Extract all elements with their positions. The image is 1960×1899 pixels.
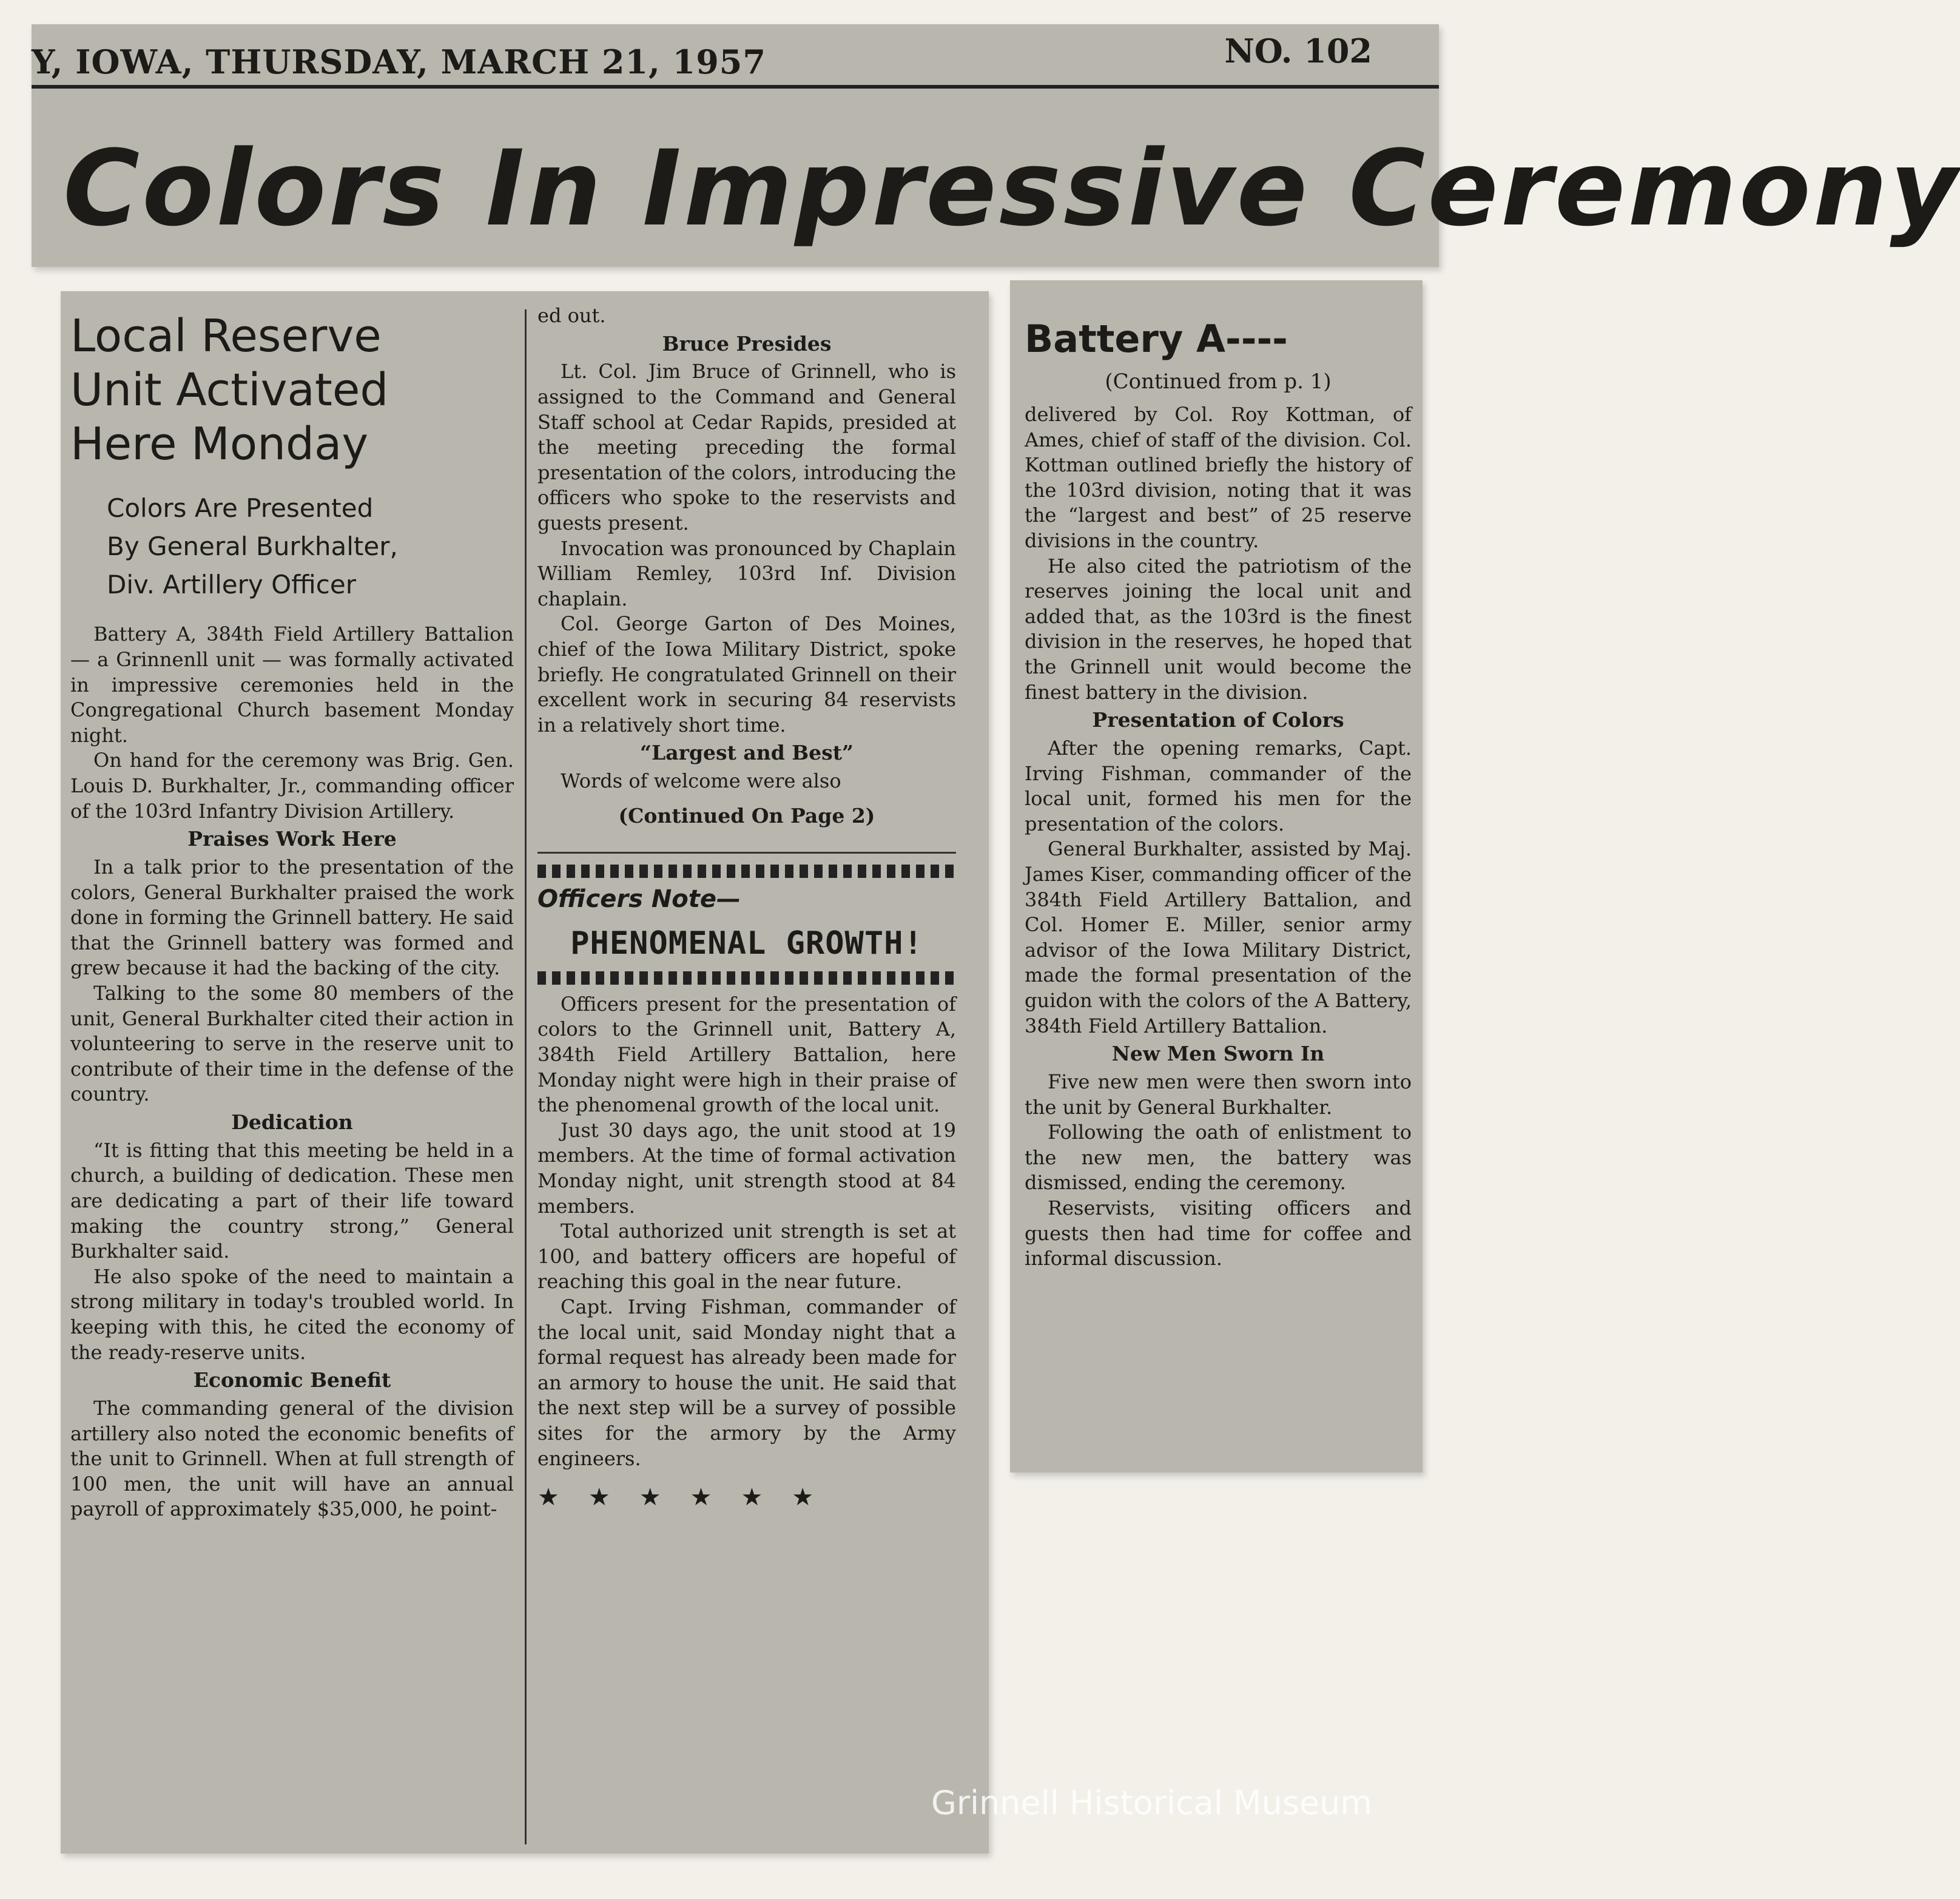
subheading: “Largest and Best”	[640, 741, 854, 765]
box-kicker: Officers Note—	[537, 885, 741, 913]
continuation-clipping	[1010, 280, 1423, 1472]
box-paragraph: Just 30 days ago, the unit stood at 19 members. At the time of formal activation Monday night, unit strength stood at 84 members.	[537, 1118, 956, 1218]
deck-line-1: Colors Are Presented	[107, 493, 374, 524]
column-rule	[537, 852, 956, 854]
box-paragraph: Officers present for the presentation of colors to the Grinnell unit, Battery A, 384th Field Artillery Battalion, here Monday night were high in their praise of the phenomenal growth of the local unit.	[537, 992, 956, 1117]
paragraph: In a talk prior to the presentation of the colors, General Burkhalter praised the work done in forming the Grinnell battery. He said that the Grinnell battery was formed and grew because it had the backing of the city.	[70, 855, 514, 980]
paragraph: Battery A, 384th Field Artillery Battalion — a Grinnenll unit — was formally activated in impressive ceremonies held in the Congregational Church basement Monday night.	[70, 622, 514, 747]
decorative-bar-bottom	[537, 971, 956, 985]
paragraph: ed out.	[537, 304, 606, 327]
column-2-body	[537, 303, 956, 794]
subheading: Bruce Presides	[662, 331, 832, 356]
subheading: New Men Sworn In	[1111, 1042, 1325, 1066]
box-body	[537, 992, 956, 1471]
continued-from-notice: (Continued from p. 1)	[1105, 369, 1332, 394]
deck-line-3: Div. Artillery Officer	[107, 570, 356, 600]
paragraph: delivered by Col. Roy Kottman, of Ames, chief of staff of the division. Col. Kottman outlined briefly the history of the 103rd division, noting that it was the “largest and best” of 25 reserve divisions in the country.	[1025, 403, 1412, 552]
headline-line-3: Here Monday	[70, 417, 369, 470]
paragraph: “It is fitting that this meeting be held in a church, a building of dedication. These men are dedicating a part of their life toward making the country strong,” General Burkhalter said.	[70, 1138, 514, 1263]
star-divider: ★★★★★★	[537, 1483, 843, 1512]
subheading: Dedication	[231, 1110, 353, 1134]
paragraph: He also cited the patriotism of the reserves joining the local unit and added that, as the 103rd is the finest division in the reserves, he hoped that the Grinnell unit would become the finest battery in the division.	[1025, 554, 1412, 704]
paragraph: Reservists, visiting officers and guests then had time for coffee and informal discussion.	[1025, 1196, 1412, 1270]
officers-note-box	[537, 865, 956, 1511]
masthead-clipping	[32, 24, 1960, 267]
article-column-2	[537, 303, 956, 1511]
paragraph: After the opening remarks, Capt. Irving Fishman, commander of the local unit, formed his men for the presentation of the colors.	[1025, 737, 1412, 835]
column-1-body	[70, 622, 514, 1522]
dateline-rule	[32, 85, 1439, 89]
paragraph: He also spoke of the need to maintain a strong military in today's troubled world. In keeping with this, he cited the economy of the ready-reserve units.	[70, 1264, 514, 1364]
article-headline	[70, 309, 514, 471]
subheading: Economic Benefit	[193, 1368, 391, 1392]
continuation-headline: Battery A----	[1025, 317, 1288, 361]
paragraph: On hand for the ceremony was Brig. Gen. Louis D. Burkhalter, Jr., commanding officer of the 103rd Infantry Division Artillery.	[70, 749, 514, 823]
subheading: Praises Work Here	[187, 827, 397, 851]
subheading: Presentation of Colors	[1092, 708, 1344, 732]
article-column-1	[70, 309, 527, 1844]
paragraph: Col. George Garton of Des Moines, chief of the Iowa Military District, spoke briefly. He congratulated Grinnell on their excellent work in securing 84 reservists in a relatively short time.	[537, 612, 956, 737]
box-paragraph: Total authorized unit strength is set at 100, and battery officers are hopeful of reaching this goal in the near future.	[537, 1219, 956, 1294]
article-deck	[107, 489, 514, 604]
paragraph: Five new men were then sworn into the unit by General Burkhalter.	[1025, 1070, 1412, 1119]
continued-notice: (Continued On Page 2)	[618, 803, 875, 828]
continuation-body	[1025, 402, 1412, 1272]
headline-line-1: Local Reserve	[70, 310, 382, 362]
box-headline: PHENOMENAL GROWTH!	[570, 925, 923, 962]
headline-line-2: Unit Activated	[70, 363, 389, 416]
museum-watermark: Grinnell Historical Museum	[931, 1784, 1372, 1822]
banner-headline: Colors In Impressive Ceremony	[63, 127, 1960, 249]
paragraph: Words of welcome were also	[561, 769, 841, 793]
paragraph: Following the oath of enlistment to the new men, the battery was dismissed, ending the ceremony.	[1025, 1121, 1412, 1195]
paragraph: Lt. Col. Jim Bruce of Grinnell, who is assigned to the Command and General Staff school at Cedar Rapids, presided at the meeting preceding the formal presentation of the colors, introducing the officers who spoke to the reservists and guests present.	[537, 360, 956, 535]
paragraph: Invocation was pronounced by Chaplain William Remley, 103rd Inf. Division chaplain.	[537, 536, 956, 610]
dateline: Y, IOWA, THURSDAY, MARCH 21, 1957	[32, 42, 766, 81]
main-article-clipping	[61, 291, 989, 1853]
box-paragraph: Capt. Irving Fishman, commander of the local unit, said Monday night that a formal request has already been made for an armory to house the unit. He said that the next step will be a survey of possible sites for the armory by the Army engineers.	[537, 1295, 956, 1470]
paragraph: The commanding general of the division artillery also noted the economic benefits of the unit to Grinnell. When at full strength of 100 men, the unit will have an annual payroll of approximately $35,000, he point-	[70, 1397, 514, 1521]
decorative-bar-top	[537, 865, 956, 878]
deck-line-2: By General Burkhalter,	[107, 531, 398, 562]
paragraph: General Burkhalter, assisted by Maj. James Kiser, commanding officer of the 384th Field Artillery Battalion, and Col. Homer E. Miller, senior army advisor of the Iowa Military District, made the formal presentation of the guidon with the colors of the A Battery, 384th Field Artillery Battalion.	[1025, 837, 1412, 1037]
paragraph: Talking to the some 80 members of the unit, General Burkhalter cited their action in volunteering to serve in the reserve unit to contribute of their time in the defense of the country.	[70, 982, 514, 1106]
issue-number: NO. 102	[1224, 32, 1372, 70]
